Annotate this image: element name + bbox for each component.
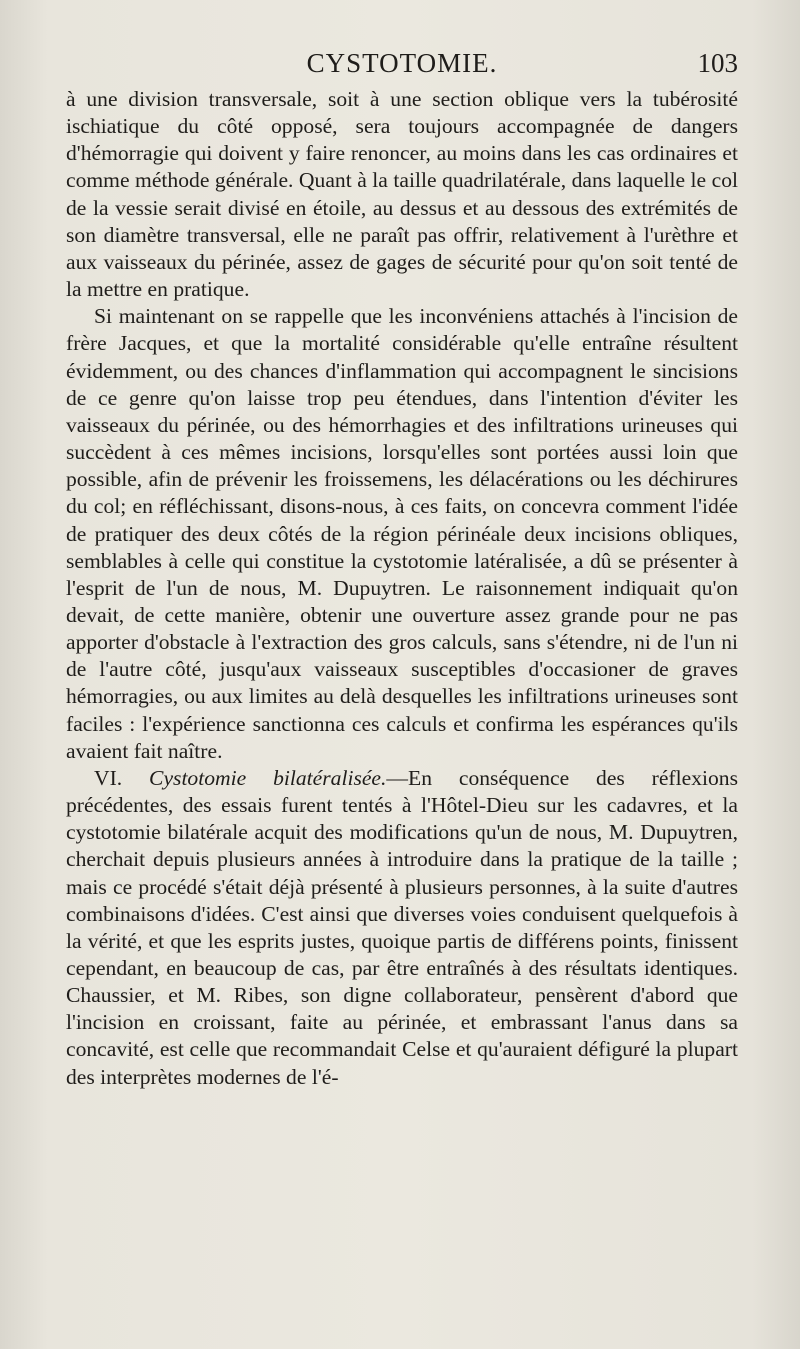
section-text: —En conséquence des réflexions précédentes, des essais furent tentés à l'Hôtel-Dieu sur les cadavres, et la cystotomie bilatérale acquit des modifications qu'un de nous, M. Dupuytren, cherchait depuis plusieurs années à introduire dans la pratique de la taille ; mais ce procédé s'était déjà présenté à plusieurs personnes, à la suite d'autres combinaisons d'idées. C'est ainsi que diverses voies conduisent quelquefois à la vérité, et que les esprits justes, quoique partis de différens points, finissent cependant, en beaucoup de cas, par être entraînés à des résultats identiques. Chaussier, et M. Ribes, son digne collaborateur, pensèrent d'abord que l'incision en croissant, faite au périnée, et embrassant l'anus dans sa concavité, est celle que recommandait Celse et qu'auraient défiguré la plupart des interprètes modernes de l'é-	[66, 765, 739, 1089]
section-number: VI.	[94, 765, 123, 790]
body-text	[66, 86, 738, 1091]
section-title: Cystotomie bilatéralisée.	[149, 765, 387, 790]
page-header	[66, 44, 738, 84]
running-title: CYSTOTOMIE.	[306, 48, 498, 78]
paragraph-si-maintenant: Si maintenant on se rappelle que les inconvéniens attachés à l'incision de frère Jacques, et que la mortalité considérable qu'elle entraîne résultent évidemment, ou des chances d'inflammation qui accompagnent le sincisions de ce genre qu'on laisse trop peu étendues, dans l'intention d'éviter les vaisseaux du périnée, ou des hémorrhagies et des infiltrations urineuses qui succèdent à ces mêmes incisions, lorsqu'elles sont portées aussi loin que possible, afin de prévenir les froissemens, les délacérations ou les déchirures du col; en réfléchissant, disons-nous, à ces faits, on concevra comment l'idée de pratiquer des deux côtés de la région périnéale deux incisions obliques, semblables à celle qui constitue la cystotomie latéralisée, a dû se présenter à l'esprit de l'un de nous, M. Dupuytren. Le raisonnement indiquait qu'on devait, de cette manière, obtenir une ouverture assez grande pour ne pas apporter d'obstacle à l'extraction des gros calculs, sans s'étendre, ni de l'un ni de l'autre côté, jusqu'aux vaisseaux susceptibles d'occasioner de graves hémorragies, ou aux limites au delà desquelles les infiltrations urineuses sont faciles : l'expérience sanctionna ces calculs et confirma les espérances qu'ils avaient fait naître.	[66, 304, 738, 763]
section-vi-paragraph	[66, 765, 738, 1091]
page-number: 103	[697, 48, 738, 78]
paragraph-continued: à une division transversale, soit à une section oblique vers la tubérosité ischiatique du côté opposé, sera toujours accompagnée de dangers d'hémorragie qui doivent y faire renoncer, au moins dans les cas ordinaires et comme méthode générale. Quant à la taille quadrilatérale, dans laquelle le col de la vessie serait divisé en étoile, au dessus et au dessous des extrémités de son diamètre transversal, elle ne paraît pas offrir, relativement à l'urèthre et aux vaisseaux du périnée, assez de gages de sécurité pour qu'on soit tenté de la mettre en pratique.	[66, 87, 738, 302]
